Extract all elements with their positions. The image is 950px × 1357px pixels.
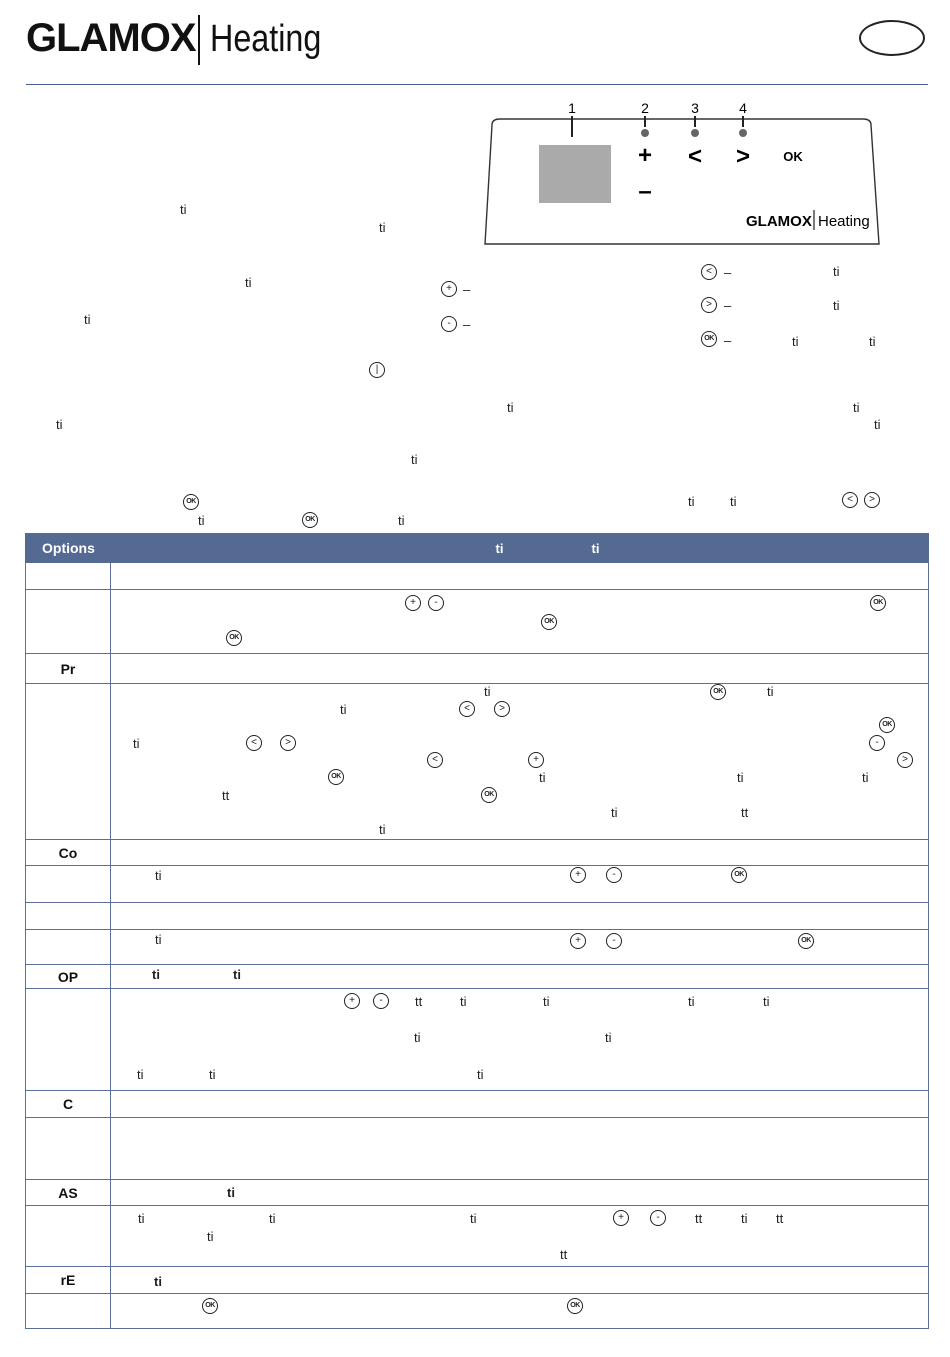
ok-icon: OK — [701, 331, 717, 347]
option-code: Pr — [26, 654, 111, 684]
ok-icon: OK — [731, 867, 747, 883]
option-description — [111, 1294, 929, 1329]
left-indicator-dot — [691, 129, 699, 137]
option-code: AS — [26, 1180, 111, 1206]
control-panel-illustration — [480, 95, 885, 250]
table-row — [26, 1118, 929, 1180]
panel-left-button: < — [687, 143, 703, 170]
legend-dash: – — [724, 298, 732, 313]
options-table — [25, 533, 929, 1329]
header-divider — [26, 84, 928, 85]
text-fragment: tt — [222, 788, 230, 803]
right-indicator-dot — [739, 129, 747, 137]
text-fragment: tt — [695, 1211, 703, 1226]
ok-icon: OK — [870, 595, 886, 611]
minus-icon: - — [373, 993, 389, 1009]
table-row — [26, 965, 929, 989]
text-fragment: ti — [133, 736, 140, 751]
text-fragment: ti — [207, 1229, 214, 1244]
option-description — [111, 866, 929, 903]
ok-icon: OK — [710, 684, 726, 700]
text-fragment: ti — [411, 452, 418, 467]
text-fragment: ti — [155, 868, 162, 883]
table-row — [26, 903, 929, 930]
callout-1: 1 — [568, 100, 576, 116]
text-fragment: ti — [379, 220, 386, 235]
option-description — [111, 563, 929, 590]
option-description — [111, 1091, 929, 1118]
ok-icon: OK — [567, 1298, 583, 1314]
plus-icon: + — [528, 752, 544, 768]
option-description — [111, 1206, 929, 1267]
option-code — [26, 930, 111, 965]
chevron-right-icon: > — [897, 752, 913, 768]
text-fragment: tt — [776, 1211, 784, 1226]
table-row — [26, 1206, 929, 1267]
minus-icon: - — [606, 867, 622, 883]
ok-icon: OK — [798, 933, 814, 949]
text-fragment: tt — [741, 805, 749, 820]
panel-ok-button: OK — [783, 149, 803, 164]
text-fragment: ti — [737, 770, 744, 785]
text-fragment: tt — [415, 994, 423, 1009]
option-description — [111, 1118, 929, 1180]
text-fragment: ti — [869, 334, 876, 349]
text-fragment: ti — [155, 932, 162, 947]
option-code — [26, 1206, 111, 1267]
panel-brand: GLAMOX — [746, 213, 812, 230]
plus-indicator-dot — [641, 129, 649, 137]
product-name: Heating — [210, 18, 322, 60]
panel-right-button: > — [735, 143, 751, 170]
text-fragment: ti — [853, 400, 860, 415]
text-fragment: ti — [862, 770, 869, 785]
chevron-right-icon: > — [864, 492, 880, 508]
text-fragment: ti — [84, 312, 91, 327]
chevron-left-icon: < — [246, 735, 262, 751]
table-row — [26, 684, 929, 840]
table-row — [26, 654, 929, 684]
text-fragment: ti — [152, 967, 160, 982]
minus-icon: - — [441, 316, 457, 332]
text-fragment: ti — [414, 1030, 421, 1045]
text-fragment: ti — [605, 1030, 612, 1045]
text-fragment: ti — [763, 994, 770, 1009]
language-badge — [859, 20, 925, 56]
text-fragment: ti — [269, 1211, 276, 1226]
option-code — [26, 989, 111, 1091]
callout-3: 3 — [691, 100, 699, 116]
text-fragment: ti — [591, 540, 600, 556]
legend-dash: – — [724, 265, 732, 280]
text-fragment: ti — [792, 334, 799, 349]
option-code: C — [26, 1091, 111, 1118]
option-code — [26, 563, 111, 590]
option-description — [111, 1267, 929, 1294]
chevron-left-icon: < — [842, 492, 858, 508]
panel-minus-button: – — [638, 178, 652, 205]
text-fragment: ti — [460, 994, 467, 1009]
table-row — [26, 590, 929, 654]
ok-icon: OK — [302, 512, 318, 528]
text-fragment: ti — [833, 264, 840, 279]
chevron-right-icon: > — [701, 297, 717, 313]
option-code — [26, 1294, 111, 1329]
plus-icon: + — [570, 867, 586, 883]
text-fragment: ti — [730, 494, 737, 509]
option-code — [26, 1118, 111, 1180]
option-code — [26, 590, 111, 654]
minus-icon: - — [650, 1210, 666, 1226]
ok-icon: OK — [541, 614, 557, 630]
text-fragment: ti — [741, 1211, 748, 1226]
plus-icon: + — [613, 1210, 629, 1226]
chevron-right-icon: > — [280, 735, 296, 751]
brand-logo: GLAMOX — [26, 16, 196, 60]
text-fragment: ti — [470, 1211, 477, 1226]
option-description — [111, 654, 929, 684]
plus-icon: + — [344, 993, 360, 1009]
text-fragment: ti — [767, 684, 774, 699]
table-row — [26, 1294, 929, 1329]
chevron-left-icon: < — [701, 264, 717, 280]
option-description — [111, 903, 929, 930]
table-header-label: Options — [42, 540, 95, 556]
table-header-row — [26, 534, 929, 563]
text-fragment: ti — [154, 1274, 162, 1289]
ok-icon: OK — [328, 769, 344, 785]
table-row — [26, 840, 929, 866]
plus-icon: + — [441, 281, 457, 297]
chevron-right-icon: > — [494, 701, 510, 717]
option-code: OP — [26, 965, 111, 989]
chevron-left-icon: < — [459, 701, 475, 717]
text-fragment: ti — [209, 1067, 216, 1082]
legend-dash: – — [724, 333, 732, 348]
text-fragment: ti — [507, 400, 514, 415]
table-row — [26, 1180, 929, 1206]
text-fragment: ti — [477, 1067, 484, 1082]
text-fragment: ti — [688, 494, 695, 509]
text-fragment: ti — [539, 770, 546, 785]
ok-icon: OK — [183, 494, 199, 510]
plus-icon: + — [570, 933, 586, 949]
plus-icon: + — [405, 595, 421, 611]
text-fragment: ti — [379, 822, 386, 837]
text-fragment: ti — [56, 417, 63, 432]
text-fragment: ti — [137, 1067, 144, 1082]
callout-2: 2 — [641, 100, 649, 116]
text-fragment: tt — [560, 1247, 568, 1262]
text-fragment: ti — [874, 417, 881, 432]
panel-product: Heating — [818, 213, 870, 230]
text-fragment: ti — [340, 702, 347, 717]
callout-4: 4 — [739, 100, 747, 116]
panel-plus-button: + — [637, 142, 653, 169]
option-code — [26, 684, 111, 840]
text-fragment: ti — [688, 994, 695, 1009]
ok-icon: OK — [481, 787, 497, 803]
text-fragment: ti — [227, 1185, 235, 1200]
legend-dash: – — [463, 317, 471, 332]
text-fragment: ti — [198, 513, 205, 528]
text-fragment: ti — [233, 967, 241, 982]
minus-icon: - — [428, 595, 444, 611]
text-fragment: ti — [495, 540, 504, 556]
minus-icon: - — [869, 735, 885, 751]
text-fragment: ti — [833, 298, 840, 313]
option-description — [111, 989, 929, 1091]
display-screen — [539, 145, 611, 203]
legend-dash: – — [463, 282, 471, 297]
option-description — [111, 840, 929, 866]
table-header — [26, 534, 929, 563]
text-fragment: ti — [138, 1211, 145, 1226]
text-fragment: ti — [543, 994, 550, 1009]
logo-separator — [198, 15, 200, 65]
table-row — [26, 1091, 929, 1118]
option-code: Co — [26, 840, 111, 866]
text-fragment: ti — [484, 684, 491, 699]
chevron-left-icon: < — [427, 752, 443, 768]
table-row — [26, 563, 929, 590]
minus-icon: - — [606, 933, 622, 949]
option-code — [26, 903, 111, 930]
option-code — [26, 866, 111, 903]
text-fragment: ti — [611, 805, 618, 820]
option-code: rE — [26, 1267, 111, 1294]
ok-icon: OK — [879, 717, 895, 733]
text-fragment: ti — [180, 202, 187, 217]
text-fragment: ti — [245, 275, 252, 290]
ok-icon: OK — [226, 630, 242, 646]
option-description — [111, 684, 929, 840]
power-icon: | — [369, 362, 385, 378]
ok-icon: OK — [202, 1298, 218, 1314]
text-fragment: ti — [398, 513, 405, 528]
